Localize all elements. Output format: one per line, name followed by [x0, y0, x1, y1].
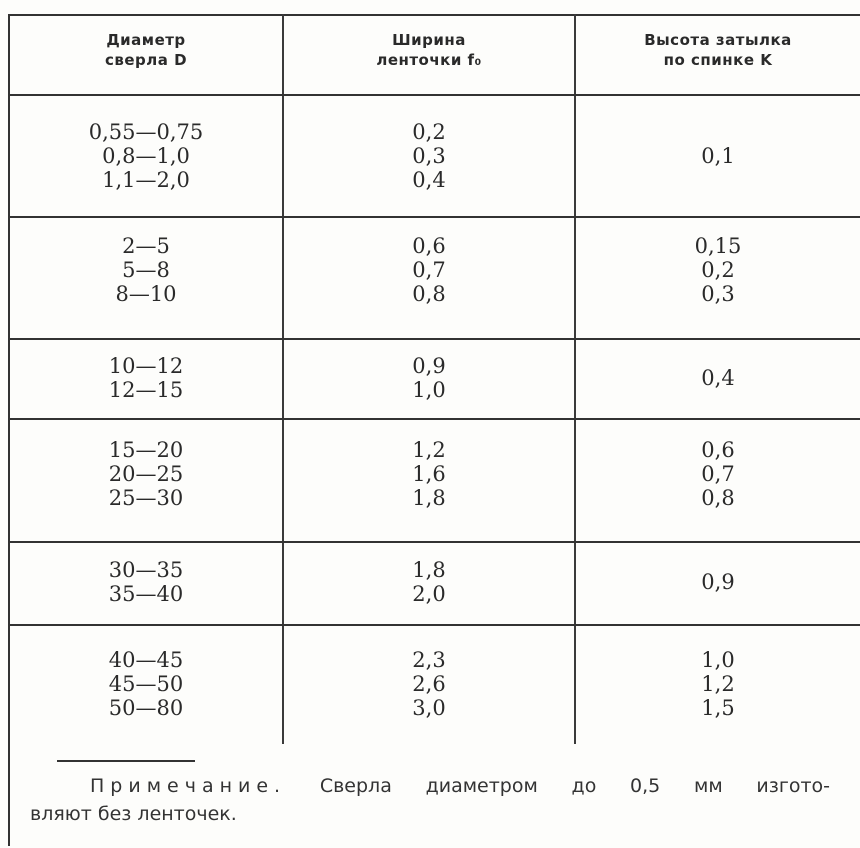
row-divider-3: [8, 418, 860, 420]
row1-height: [576, 144, 860, 168]
row6-width: [284, 648, 574, 720]
footnote-line1: [30, 772, 830, 800]
row6-height: [576, 648, 860, 720]
row-divider-2: [8, 338, 860, 340]
footnote-line2: вляют без ленточек.: [30, 803, 237, 825]
header-back-height: [576, 30, 860, 70]
row1-height-1: 0,1: [701, 144, 735, 168]
row-divider-1: [8, 216, 860, 218]
row6-width-2: 2,6: [412, 672, 446, 696]
row1-width-2: 0,3: [412, 144, 446, 168]
row6-height-1: 1,0: [701, 648, 735, 672]
header-margin-width: [284, 30, 574, 70]
header-margin-width-line1: Ширина: [392, 31, 466, 49]
header-back-height-line1: Высота затылка: [644, 31, 792, 49]
header-back-height-line2: по спинке K: [663, 51, 773, 69]
row2-diameter-1: 2—5: [122, 234, 170, 258]
footnote: [30, 772, 830, 828]
row2-height-3: 0,3: [701, 282, 735, 306]
row4-height-3: 0,8: [701, 486, 735, 510]
row4-width-2: 1,6: [412, 462, 446, 486]
row6-height-2: 1,2: [701, 672, 735, 696]
row4-width: [284, 438, 574, 510]
row5-height: [576, 570, 860, 594]
footnote-label: Примечание.: [90, 775, 287, 797]
row4-height: [576, 438, 860, 510]
row6-diameter: [10, 648, 282, 720]
table-top-border: [8, 14, 860, 16]
row1-diameter-1: 0,55—0,75: [88, 120, 204, 144]
row-divider-5: [8, 624, 860, 626]
row3-width-1: 0,9: [412, 354, 446, 378]
row6-width-1: 2,3: [412, 648, 446, 672]
row3-diameter-2: 12—15: [108, 378, 184, 402]
row6-diameter-2: 45—50: [108, 672, 184, 696]
row5-diameter-2: 35—40: [108, 582, 184, 606]
header-divider: [8, 94, 860, 96]
row3-height-1: 0,4: [701, 366, 735, 390]
row3-diameter-1: 10—12: [108, 354, 184, 378]
row2-width: [284, 234, 574, 306]
row6-diameter-1: 40—45: [108, 648, 184, 672]
header-diameter: [10, 30, 282, 70]
row2-diameter: [10, 234, 282, 306]
row4-diameter-3: 25—30: [108, 486, 184, 510]
row3-width: [284, 354, 574, 402]
row2-width-2: 0,7: [412, 258, 446, 282]
row3-height: [576, 366, 860, 390]
row5-width: [284, 558, 574, 606]
row4-height-1: 0,6: [701, 438, 735, 462]
row1-diameter-3: 1,1—2,0: [102, 168, 190, 192]
header-diameter-line2: сверла D: [104, 51, 188, 69]
row4-width-3: 1,8: [412, 486, 446, 510]
header-margin-width-line2: ленточки f₀: [376, 51, 482, 69]
header-diameter-line1: Диаметр: [106, 31, 186, 49]
row2-width-3: 0,8: [412, 282, 446, 306]
row1-diameter-2: 0,8—1,0: [102, 144, 190, 168]
row2-height-1: 0,15: [694, 234, 742, 258]
row2-diameter-3: 8—10: [115, 282, 177, 306]
row1-width: [284, 120, 574, 192]
row5-diameter: [10, 558, 282, 606]
row2-diameter-2: 5—8: [122, 258, 170, 282]
row5-width-1: 1,8: [412, 558, 446, 582]
row1-diameter: [10, 120, 282, 192]
row-divider-4: [8, 541, 860, 543]
row3-diameter: [10, 354, 282, 402]
row4-width-1: 1,2: [412, 438, 446, 462]
row2-height: [576, 234, 860, 306]
row4-diameter-1: 15—20: [108, 438, 184, 462]
row4-diameter: [10, 438, 282, 510]
row5-height-1: 0,9: [701, 570, 735, 594]
row6-width-3: 3,0: [412, 696, 446, 720]
row6-diameter-3: 50—80: [108, 696, 184, 720]
row5-diameter-1: 30—35: [108, 558, 184, 582]
row2-height-2: 0,2: [701, 258, 735, 282]
row1-width-1: 0,2: [412, 120, 446, 144]
footnote-rule: [57, 760, 195, 762]
row6-height-3: 1,5: [701, 696, 735, 720]
row4-height-2: 0,7: [701, 462, 735, 486]
footnote-text-1: Сверла диаметром до 0,5 мм изгото-: [319, 775, 831, 797]
row3-width-2: 1,0: [412, 378, 446, 402]
row5-width-2: 2,0: [412, 582, 446, 606]
row1-width-3: 0,4: [412, 168, 446, 192]
row2-width-1: 0,6: [412, 234, 446, 258]
row4-diameter-2: 20—25: [108, 462, 184, 486]
